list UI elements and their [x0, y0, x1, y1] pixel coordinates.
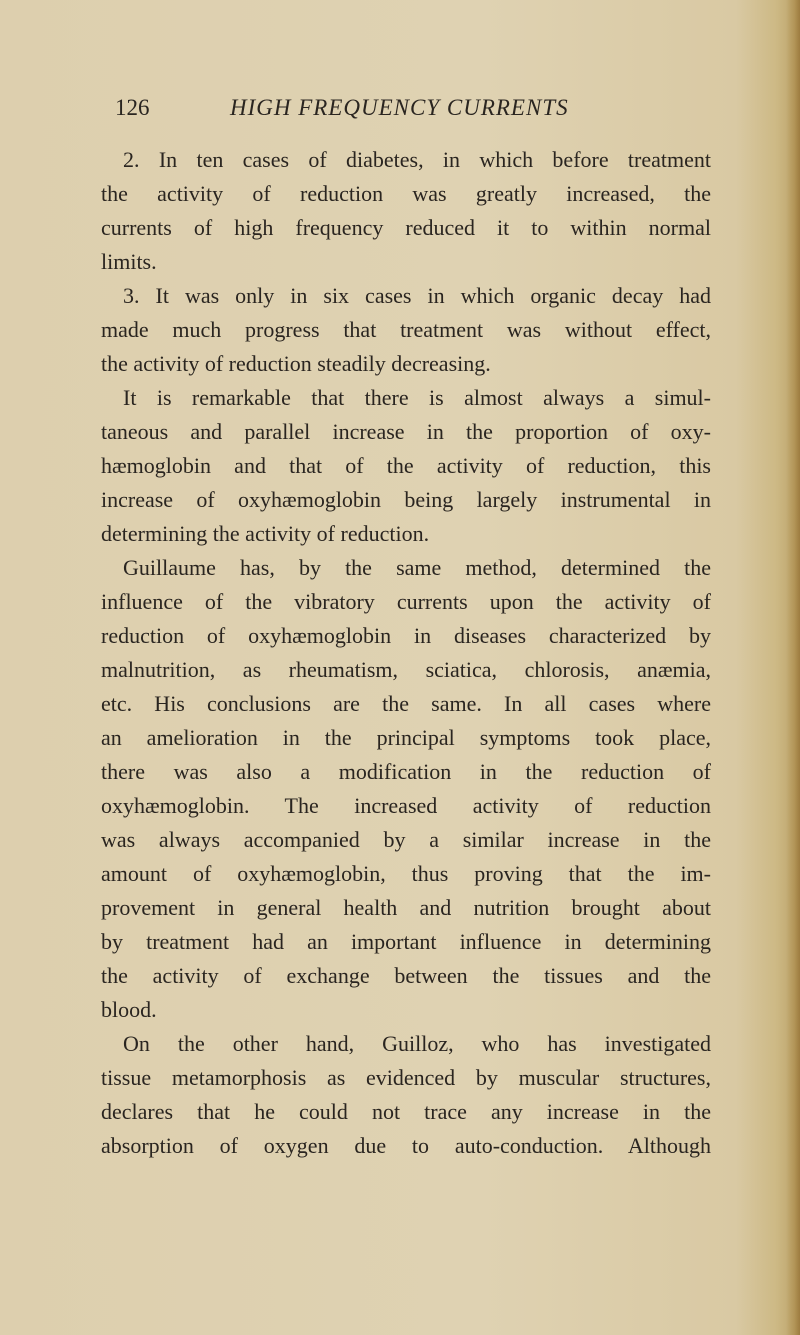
text-line: increase of oxyhæmoglobin being largely instrumental in	[101, 487, 711, 512]
text-line: the activity of reduction was greatly increased, the	[101, 181, 711, 206]
running-head: HIGH FREQUENCY CURRENTS	[230, 95, 569, 120]
text-line: there was also a modification in the reduction of	[101, 759, 711, 784]
text-line: absorption of oxygen due to auto-conduction. Although	[101, 1133, 711, 1158]
text-line: 3. It was only in six cases in which organic decay had	[123, 283, 711, 308]
page-number: 126	[115, 95, 150, 120]
text-line: influence of the vibratory currents upon the activity of	[101, 589, 711, 614]
text-line: the activity of reduction steadily decreasing.	[101, 351, 491, 376]
text-line: oxyhæmoglobin. The increased activity of reduction	[101, 793, 711, 818]
text-line: an amelioration in the principal symptoms took place,	[101, 725, 711, 750]
page-header	[115, 90, 715, 126]
text-line: malnutrition, as rheumatism, sciatica, chlorosis, anæmia,	[101, 657, 711, 682]
body-text	[101, 143, 711, 1163]
text-line: blood.	[101, 997, 157, 1022]
text-line: taneous and parallel increase in the proportion of oxy-	[101, 419, 711, 444]
text-line: limits.	[101, 249, 157, 274]
text-line: amount of oxyhæmoglobin, thus proving that the im-	[101, 861, 711, 886]
text-line: determining the activity of reduction.	[101, 521, 430, 546]
text-line: Guillaume has, by the same method, determined the	[123, 555, 711, 580]
text-line: etc. His conclusions are the same. In all cases where	[101, 691, 711, 716]
text-line: 2. In ten cases of diabetes, in which before treatment	[123, 147, 711, 172]
text-line: tissue metamorphosis as evidenced by muscular structures,	[101, 1065, 711, 1090]
text-line: hæmoglobin and that of the activity of reduction, this	[101, 453, 711, 478]
text-line: provement in general health and nutrition brought about	[101, 895, 711, 920]
text-line: by treatment had an important influence in determining	[101, 929, 711, 954]
text-line: reduction of oxyhæmoglobin in diseases characterized by	[101, 623, 711, 648]
text-line: On the other hand, Guilloz, who has investigated	[123, 1031, 711, 1056]
text-line: was always accompanied by a similar increase in the	[101, 827, 711, 852]
text-line: made much progress that treatment was without effect,	[101, 317, 711, 342]
text-line: declares that he could not trace any increase in the	[101, 1099, 711, 1124]
text-line: It is remarkable that there is almost always a simul-	[123, 385, 711, 410]
text-line: the activity of exchange between the tissues and the	[101, 963, 711, 988]
page-edge-shadow	[786, 0, 800, 1335]
text-line: currents of high frequency reduced it to within normal	[101, 215, 711, 240]
